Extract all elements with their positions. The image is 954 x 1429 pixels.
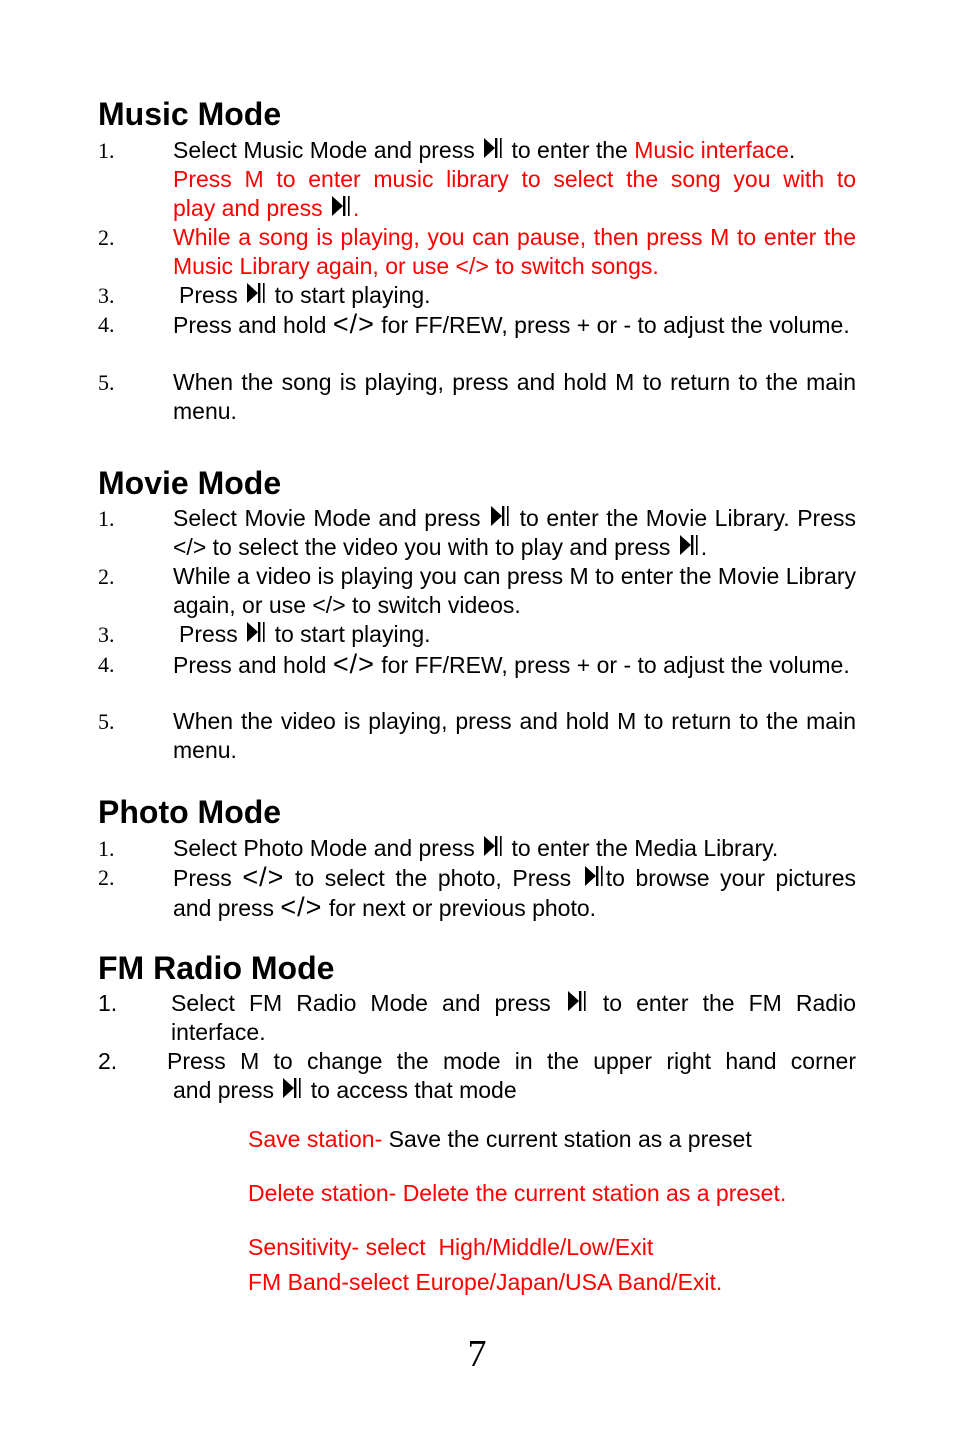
movie-mode-heading: Movie Mode [98, 465, 282, 501]
play-pause-icon [281, 1076, 303, 1100]
movie-item-1: Select Movie Mode and press to enter the Movie Library. Press </> to select the video you with to play and press . [173, 505, 856, 560]
play-pause-icon [583, 864, 605, 888]
movie-item-4: Press and hold </> for FF/REW, press + or - to adjust the volume. [173, 649, 850, 679]
fm-option-sensitivity: Sensitivity- select High/Middle/Low/Exit [248, 1234, 654, 1260]
fm-option-save-station: Save station- Save the current station as a preset [248, 1126, 752, 1152]
music-item-1-line-2: Press M to enter music library to select the song you with to [173, 166, 856, 192]
movie-item-2: While a video is playing you can press M to enter the Movie Library again, or use </> to switch videos. [173, 563, 856, 618]
prev-next-symbol: </> [242, 862, 285, 892]
play-pause-icon [482, 834, 504, 858]
list-number: 2. [98, 865, 115, 890]
play-pause-icon [245, 620, 267, 644]
list-number: 1. [98, 506, 115, 531]
music-item-1-line-1: Select Music Mode and press to enter the Music interface. [173, 137, 796, 163]
music-item-3: Press to start playing. [179, 282, 431, 308]
photo-item-1: Select Photo Mode and press to enter the Media Library. [173, 835, 779, 861]
fm-option-fm-band: FM Band-select Europe/Japan/USA Band/Exit. [248, 1269, 723, 1295]
fm-item-2-line-2: and press to access that mode [173, 1077, 517, 1103]
list-number: 1. [98, 138, 115, 163]
photo-mode-heading: Photo Mode [98, 794, 282, 830]
play-pause-icon [566, 989, 588, 1013]
list-number: 1. [98, 990, 118, 1016]
play-pause-icon [678, 533, 700, 557]
fm-item-2-line-1: Press M to change the mode in the upper right hand corner [167, 1048, 856, 1074]
play-pause-icon [489, 504, 511, 528]
list-number: 1. [98, 836, 115, 861]
fm-radio-mode-heading: FM Radio Mode [98, 950, 335, 986]
prev-next-symbol: </> [332, 309, 375, 339]
music-item-4: Press and hold </> for FF/REW, press + or - to adjust the volume. [173, 309, 850, 339]
list-number: 3. [98, 283, 115, 308]
prev-next-symbol: </> [332, 649, 375, 679]
play-pause-icon [482, 136, 504, 160]
page-number: 7 [467, 1333, 487, 1375]
music-item-2: While a song is playing, you can pause, then press M to enter the Music Library again, or use </> to switch songs. [173, 224, 856, 279]
fm-item-1: Select FM Radio Mode and press to enter the FM Radio interface. [171, 990, 856, 1045]
photo-item-2: Press </> to select the photo, Press to browse your pictures and press </> for next or previous photo. [173, 862, 856, 922]
list-number: 4. [98, 652, 115, 677]
play-pause-icon [245, 281, 267, 305]
list-number: 2. [98, 564, 115, 589]
list-number: 4. [98, 312, 115, 337]
music-item-5: When the song is playing, press and hold M to return to the main menu. [173, 369, 856, 424]
music-item-1-line-3: play and press . [173, 195, 360, 221]
play-pause-icon [330, 194, 352, 218]
list-number: 5. [98, 370, 115, 395]
list-number: 2. [98, 225, 115, 250]
movie-item-5: When the video is playing, press and hold M to return to the main menu. [173, 708, 856, 763]
movie-item-3: Press to start playing. [179, 621, 431, 647]
fm-option-delete-station: Delete station- Delete the current station as a preset. [248, 1180, 787, 1206]
music-mode-heading: Music Mode [98, 96, 282, 132]
list-number: 5. [98, 709, 115, 734]
prev-next-symbol: </> [280, 892, 323, 922]
list-number: 2. [98, 1048, 118, 1074]
list-number: 3. [98, 622, 115, 647]
